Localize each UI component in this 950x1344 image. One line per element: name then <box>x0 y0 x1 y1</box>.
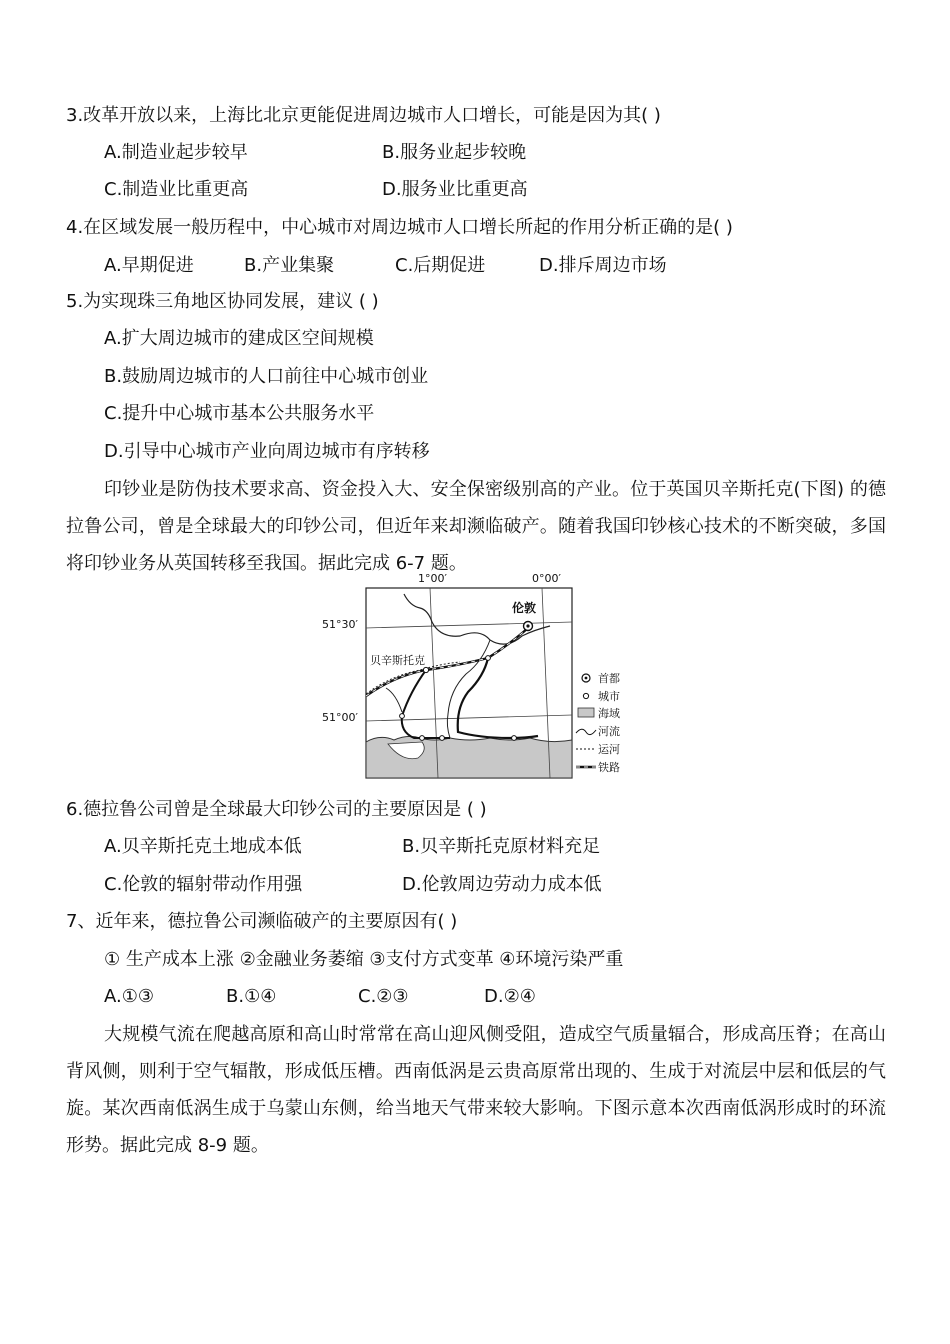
lat-label-5100: 51°00′ <box>322 711 358 724</box>
city-marker <box>420 736 425 741</box>
legend-sea-symbol <box>578 708 594 717</box>
legend-railway: 铁路 <box>598 761 620 774</box>
q4-option-c[interactable]: C.后期促进 <box>395 255 486 276</box>
q4-option-a[interactable]: A.早期促进 <box>104 255 194 276</box>
legend-river: 河流 <box>598 725 620 738</box>
q4-option-d[interactable]: D.排斥周边市场 <box>539 255 667 276</box>
city-marker-basingstoke <box>423 667 428 672</box>
q6-option-c[interactable]: C.伦敦的辐射带动作用强 <box>104 874 303 895</box>
basingstoke-map <box>310 566 640 782</box>
lon-label-1: 1°00′ <box>418 572 447 585</box>
q3-option-b[interactable]: B.服务业起步较晚 <box>382 142 527 163</box>
q3-option-d[interactable]: D.服务业比重更高 <box>382 179 528 200</box>
city-marker <box>440 736 445 741</box>
q7-option-d[interactable]: D.②④ <box>484 986 536 1007</box>
q5-option-d[interactable]: D.引导中心城市产业向周边城市有序转移 <box>104 441 430 462</box>
legend-capital: 首都 <box>598 672 620 685</box>
passage-southwest-vortex: 大规模气流在爬越高原和高山时常常在高山迎风侧受阻，造成空气质量辐合，形成高压脊；在高山背风侧，则利于空气辐散，形成低压槽。西南低涡是云贵高原常出现的、生成于对流层中层和低层的气旋。某次西南低涡生成于乌蒙山东侧，给当地天气带来较大影响。下图示意本次西南低涡形成时的环流形势。据此完成 8-9 题。 <box>66 1024 886 1156</box>
legend-city: 城市 <box>598 690 620 703</box>
legend-river-symbol <box>576 729 596 734</box>
sea-area <box>366 736 572 778</box>
city-label-basingstoke: 贝辛斯托克 <box>370 654 425 667</box>
capital-marker-dot <box>526 624 529 627</box>
passage-banknote-printing: 印钞业是防伪技术要求高、资金投入大、安全保密级别高的产业。位于英国贝辛斯托克(下图) 的德拉鲁公司，曾是全球最大的印钞公司，但近年来却濒临破产。随着我国印钞核心技术的不断突破，多国将印钞业务从英国转移至我国。据此完成 6-7 题。 <box>66 479 886 574</box>
q5-option-a[interactable]: A.扩大周边城市的建成区空间规模 <box>104 328 374 349</box>
q7-stem: 7、近年来，德拉鲁公司濒临破产的主要原因有( ) <box>66 911 458 932</box>
q7-option-c[interactable]: C.②③ <box>358 986 409 1007</box>
legend-city-symbol <box>583 693 588 698</box>
city-marker <box>486 656 491 661</box>
q3-stem: 3.改革开放以来，上海比北京更能促进周边城市人口增长，可能是因为其( ) <box>66 105 661 126</box>
q4-option-b[interactable]: B.产业集聚 <box>244 255 335 276</box>
q5-stem: 5.为实现珠三角地区协同发展，建议 ( ) <box>66 291 379 312</box>
q3-option-a[interactable]: A.制造业起步较早 <box>104 142 248 163</box>
lon-label-0: 0°00′ <box>532 572 561 585</box>
capital-label: 伦敦 <box>512 601 537 615</box>
city-marker <box>400 714 405 719</box>
map-legend <box>576 671 620 774</box>
city-marker <box>512 736 517 741</box>
q5-option-b[interactable]: B.鼓励周边城市的人口前往中心城市创业 <box>104 366 429 387</box>
q5-option-c[interactable]: C.提升中心城市基本公共服务水平 <box>104 403 375 424</box>
q7-option-b[interactable]: B.①④ <box>226 986 277 1007</box>
legend-sea: 海域 <box>598 707 620 720</box>
q7-option-a[interactable]: A.①③ <box>104 986 154 1007</box>
q6-stem: 6.德拉鲁公司曾是全球最大印钞公司的主要原因是 ( ) <box>66 799 487 820</box>
q7-statements: ① 生产成本上涨 ②金融业务萎缩 ③支付方式变革 ④环境污染严重 <box>104 949 624 970</box>
q4-stem: 4.在区域发展一般历程中，中心城市对周边城市人口增长所起的作用分析正确的是( ) <box>66 217 733 238</box>
lat-label-5130: 51°30′ <box>322 618 358 631</box>
q6-option-b[interactable]: B.贝辛斯托克原材料充足 <box>402 836 601 857</box>
q6-option-d[interactable]: D.伦敦周边劳动力成本低 <box>402 874 602 895</box>
legend-canal: 运河 <box>598 743 620 756</box>
q6-option-a[interactable]: A.贝辛斯托克土地成本低 <box>104 836 302 857</box>
q3-option-c[interactable]: C.制造业比重更高 <box>104 179 249 200</box>
